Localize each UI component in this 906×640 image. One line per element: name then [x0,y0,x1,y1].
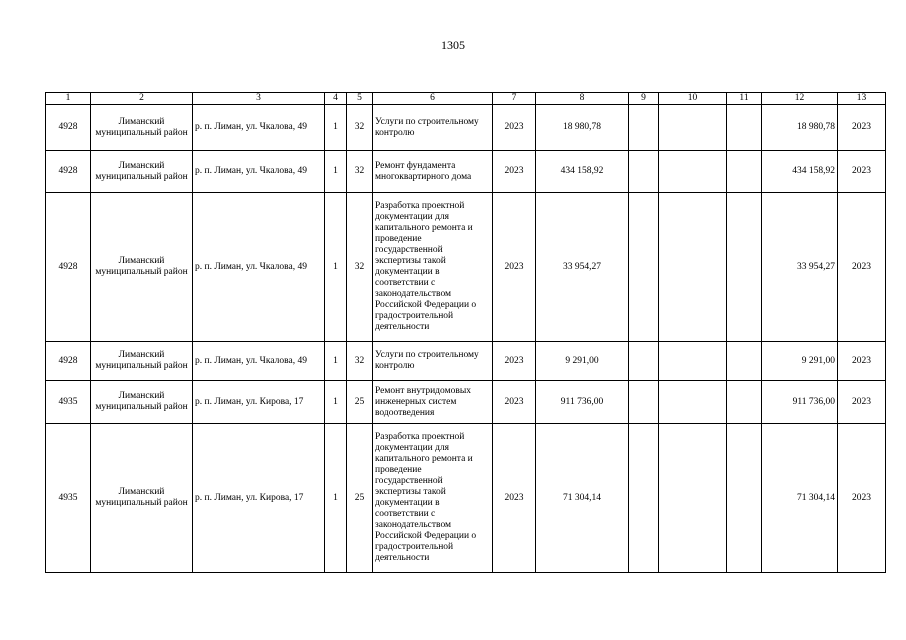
col12-cell: 71 304,14 [762,424,838,573]
col9-cell [629,381,659,424]
district-cell: Лиманский муниципальный район [91,381,193,424]
col11-cell [727,424,762,573]
column-number: 5 [347,93,373,105]
table-row [46,342,886,381]
register-table [45,92,886,573]
address-cell: р. п. Лиман, ул. Чкалова, 49 [193,193,325,342]
column-number-row [46,93,886,105]
col13-cell: 2023 [838,105,886,151]
column-number: 6 [373,93,493,105]
col4-cell: 1 [325,193,347,342]
district-cell: Лиманский муниципальный район [91,151,193,193]
col4-cell: 1 [325,424,347,573]
cost-cell: 911 736,00 [536,381,629,424]
col11-cell [727,381,762,424]
year-cell: 2023 [493,424,536,573]
col10-cell [659,381,727,424]
year-cell: 2023 [493,105,536,151]
district-cell: Лиманский муниципальный район [91,342,193,381]
col10-cell [659,424,727,573]
col9-cell [629,193,659,342]
work-type-cell: Ремонт фундамента многоквартирного дома [373,151,493,193]
cost-cell: 33 954,27 [536,193,629,342]
district-cell: Лиманский муниципальный район [91,424,193,573]
col11-cell [727,151,762,193]
column-number: 2 [91,93,193,105]
district-cell: Лиманский муниципальный район [91,105,193,151]
col10-cell [659,105,727,151]
col12-cell: 434 158,92 [762,151,838,193]
table-row [46,151,886,193]
col12-cell: 18 980,78 [762,105,838,151]
col5-cell: 32 [347,193,373,342]
col13-cell: 2023 [838,193,886,342]
cost-cell: 9 291,00 [536,342,629,381]
page-number: 1305 [441,38,465,52]
object-id-cell: 4928 [46,151,91,193]
table-row [46,193,886,342]
object-id-cell: 4935 [46,381,91,424]
work-type-cell: Услуги по строительному контролю [373,342,493,381]
object-id-cell: 4928 [46,193,91,342]
col5-cell: 32 [347,151,373,193]
col5-cell: 32 [347,342,373,381]
col13-cell: 2023 [838,424,886,573]
col11-cell [727,342,762,381]
col10-cell [659,193,727,342]
column-number: 3 [193,93,325,105]
year-cell: 2023 [493,342,536,381]
cost-cell: 434 158,92 [536,151,629,193]
col4-cell: 1 [325,381,347,424]
cost-cell: 18 980,78 [536,105,629,151]
column-number: 8 [536,93,629,105]
col13-cell: 2023 [838,381,886,424]
work-type-cell: Ремонт внутридомовых инженерных систем водоотведения [373,381,493,424]
table-row [46,105,886,151]
column-number: 1 [46,93,91,105]
object-id-cell: 4935 [46,424,91,573]
col13-cell: 2023 [838,151,886,193]
col5-cell: 25 [347,424,373,573]
column-number: 7 [493,93,536,105]
address-cell: р. п. Лиман, ул. Кирова, 17 [193,424,325,573]
column-number: 4 [325,93,347,105]
column-number: 11 [727,93,762,105]
year-cell: 2023 [493,193,536,342]
col11-cell [727,193,762,342]
col5-cell: 32 [347,105,373,151]
col4-cell: 1 [325,342,347,381]
object-id-cell: 4928 [46,342,91,381]
col11-cell [727,105,762,151]
col10-cell [659,342,727,381]
column-number: 9 [629,93,659,105]
col12-cell: 911 736,00 [762,381,838,424]
col13-cell: 2023 [838,342,886,381]
col4-cell: 1 [325,151,347,193]
column-number: 10 [659,93,727,105]
table-row [46,381,886,424]
col9-cell [629,342,659,381]
col12-cell: 33 954,27 [762,193,838,342]
work-type-cell: Разработка проектной документации для капитального ремонта и проведение государственной экспертизы такой документации в соответствии с законодательством Российской Федерации о градостроительной деятельности [373,424,493,573]
work-type-cell: Услуги по строительному контролю [373,105,493,151]
address-cell: р. п. Лиман, ул. Чкалова, 49 [193,105,325,151]
col12-cell: 9 291,00 [762,342,838,381]
col4-cell: 1 [325,105,347,151]
object-id-cell: 4928 [46,105,91,151]
district-cell: Лиманский муниципальный район [91,193,193,342]
work-type-cell: Разработка проектной документации для капитального ремонта и проведение государственной экспертизы такой документации в соответствии с законодательством Российской Федерации о градостроительной деятельности [373,193,493,342]
col9-cell [629,105,659,151]
column-number: 13 [838,93,886,105]
year-cell: 2023 [493,151,536,193]
table-row [46,424,886,573]
col5-cell: 25 [347,381,373,424]
address-cell: р. п. Лиман, ул. Кирова, 17 [193,381,325,424]
cost-cell: 71 304,14 [536,424,629,573]
address-cell: р. п. Лиман, ул. Чкалова, 49 [193,151,325,193]
address-cell: р. п. Лиман, ул. Чкалова, 49 [193,342,325,381]
column-number: 12 [762,93,838,105]
year-cell: 2023 [493,381,536,424]
col9-cell [629,151,659,193]
col9-cell [629,424,659,573]
col10-cell [659,151,727,193]
